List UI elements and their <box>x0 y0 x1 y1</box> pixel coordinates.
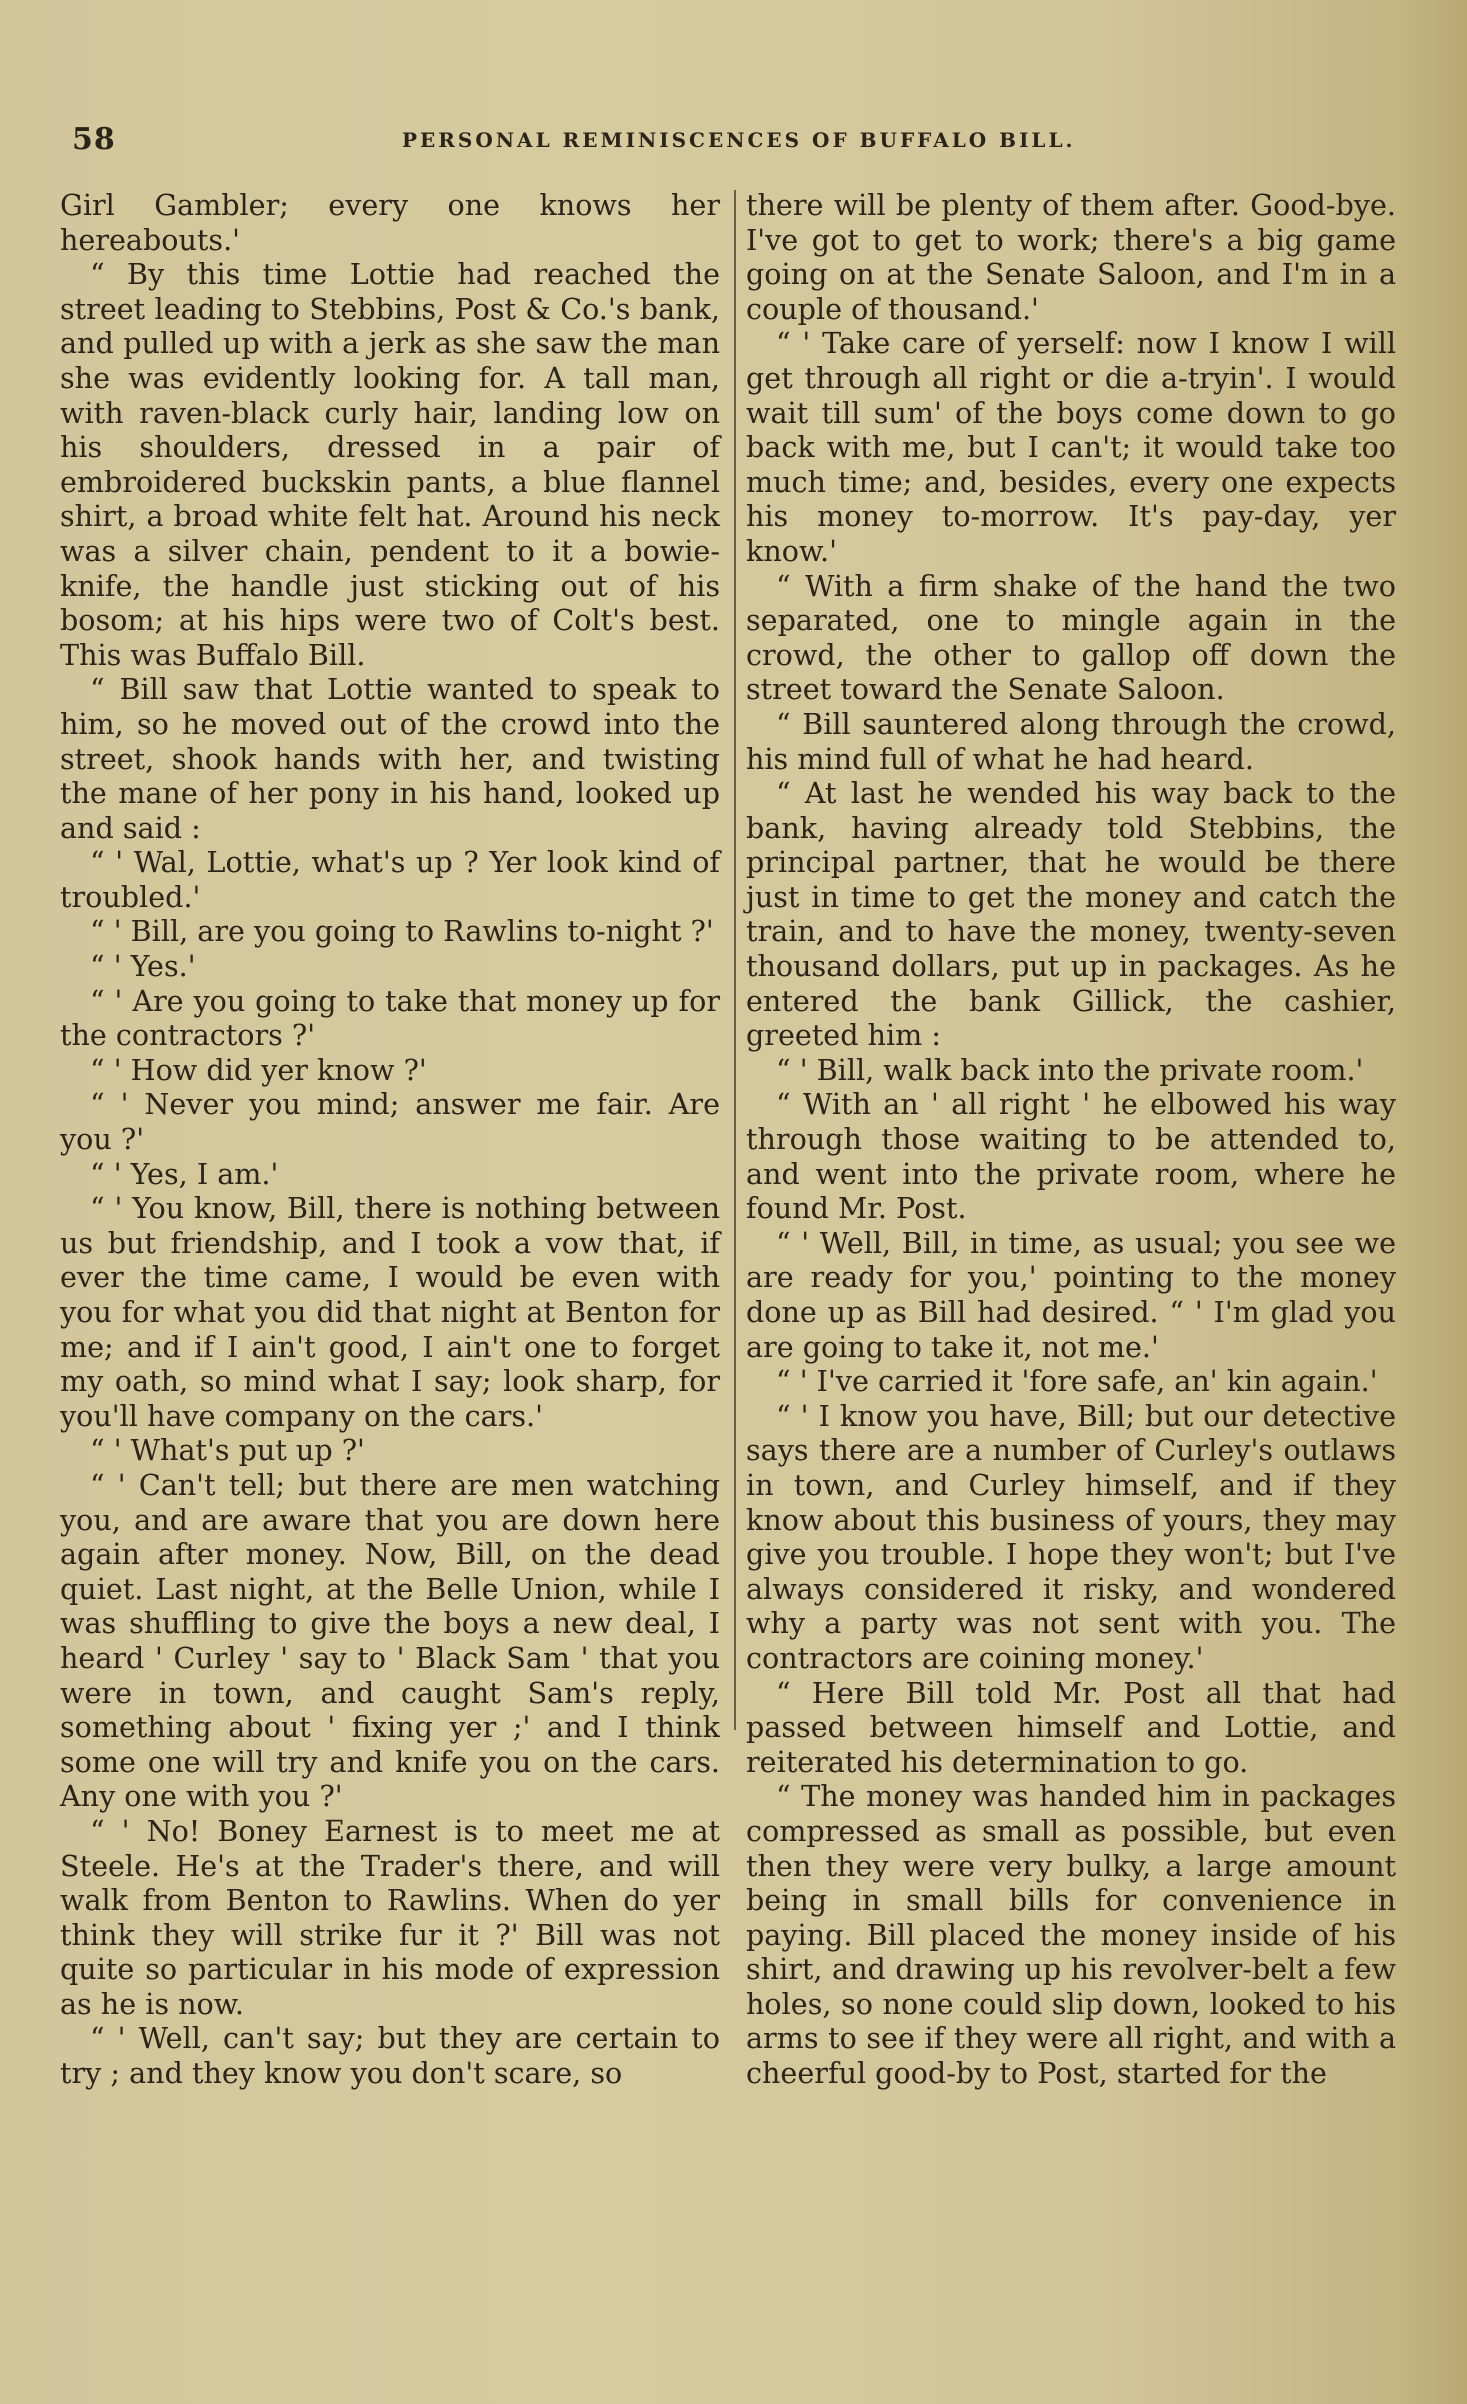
right-column <box>746 188 1396 2091</box>
paragraph: “ ' Yes.' <box>90 949 196 984</box>
paragraph: “ ' Take care of yerself: now I know I will get through all right or die a-tryin'. I would wait till sum' of the boys come down to go back with me, but I can't; it would take too much time; and, besides, every one expects his money to-morrow. It's pay-day, yer know.' <box>746 326 1396 568</box>
paragraph: “ ' Can't tell; but there are men watching you, and are aware that you are down here again after money. Now, Bill, on the dead quiet. Last night, at the Belle Union, while I was shuffling to give the boys a new deal, I heard ' Curley ' say to ' Black Sam ' that you were in town, and caught Sam's reply, something about ' fixing yer ;' and I think some one will try and knife you on the cars. Any one with you ?' <box>60 1467 720 1814</box>
paragraph: “ At last he wended his way back to the bank, having already told Stebbins, the principal partner, that he would be there just in time to get the money and catch the train, and to have the money, twenty-seven thousand dollars, put up in packages. As he entered the bank Gillick, the cashier, greeted him : <box>746 776 1396 1053</box>
page-header <box>72 122 1372 162</box>
paragraph: “ Here Bill told Mr. Post all that had passed between himself and Lottie, and reiterated his determination to go. <box>746 1675 1396 1779</box>
page-number: 58 <box>72 122 116 157</box>
paragraph: “ ' Well, Bill, in time, as usual; you see we are ready for you,' pointing to the money done up as Bill had desired. “ ' I'm glad you are going to take it, not me.' <box>746 1225 1396 1364</box>
paragraph: “ With a firm shake of the hand the two separated, one to mingle again in the crowd, the other to gallop off down the street toward the Senate Saloon. <box>746 568 1396 707</box>
paragraph: “ ' I've carried it 'fore safe, an' kin again.' <box>776 1364 1378 1399</box>
paragraph: “ With an ' all right ' he elbowed his way through those waiting to be attended to, and went into the private room, where he found Mr. Post. <box>746 1087 1396 1226</box>
paragraph: “ ' Bill, walk back into the private room.' <box>776 1052 1364 1087</box>
paragraph: “ ' You know, Bill, there is nothing between us but friendship, and I took a vow that, if ever the time came, I would be even with you for what you did that night at Benton for me; and if I ain't good, I ain't one to forget my oath, so mind what I say; look sharp, for you'll have company on the cars.' <box>60 1191 720 1433</box>
left-column <box>60 188 720 2091</box>
paragraph: “ ' No! Boney Earnest is to meet me at Steele. He's at the Trader's there, and will walk from Benton to Rawlins. When do yer think they will strike fur it ?' Bill was not quite so particular in his mode of expression as he is now. <box>60 1813 720 2021</box>
paragraph: “ ' I know you have, Bill; but our detective says there are a number of Curley's outlaws in town, and Curley himself, and if they know about this business of yours, they may give you trouble. I hope they won't; but I've always considered it risky, and wondered why a party was not sent with you. The contractors are coining money.' <box>746 1398 1396 1675</box>
paragraph: “ ' Are you going to take that money up for the contractors ?' <box>60 983 720 1053</box>
column-rule <box>734 190 736 1730</box>
paragraph: there will be plenty of them after. Good-bye. I've got to get to work; there's a big game going on at the Senate Saloon, and I'm in a couple of thousand.' <box>746 188 1396 326</box>
paragraph: “ ' Bill, are you going to Rawlins to-night ?' <box>90 914 714 949</box>
paragraph: Girl Gambler; every one knows her hereabouts.' <box>60 188 720 257</box>
paragraph: “ By this time Lottie had reached the street leading to Stebbins, Post & Co.'s bank, and pulled up with a jerk as she saw the man she was evidently looking for. A tall man, with raven-black curly hair, landing low on his shoulders, dressed in a pair of embroidered buckskin pants, a blue flannel shirt, a broad white felt hat. Around his neck was a silver chain, pendent to it a bowie-knife, the handle just sticking out of his bosom; at his hips were two of Colt's best. This was Buffalo Bill. <box>60 257 720 672</box>
paragraph: “ Bill sauntered along through the crowd, his mind full of what he had heard. <box>746 706 1396 776</box>
paragraph: “ ' Yes, I am.' <box>90 1156 279 1191</box>
paragraph: “ ' Never you mind; answer me fair. Are you ?' <box>60 1087 720 1157</box>
paragraph: “ ' Wal, Lottie, what's up ? Yer look kind of troubled.' <box>60 845 720 914</box>
paragraph: “ ' How did yer know ?' <box>90 1052 427 1087</box>
paragraph: “ The money was handed him in packages compressed as small as possible, but even then they were very bulky, a large amount being in small bills for convenience in paying. Bill placed the money inside of his shirt, and drawing up his revolver-belt a few holes, so none could slip down, looked to his arms to see if they were all right, and with a cheerful good-by to Post, started for the <box>746 1779 1396 2091</box>
paragraph: “ ' What's put up ?' <box>90 1433 365 1468</box>
paragraph: “ ' Well, can't say; but they are certain to try ; and they know you don't scare, so <box>60 2021 720 2091</box>
running-head: PERSONAL REMINISCENCES OF BUFFALO BILL. <box>402 128 1076 152</box>
paragraph: “ Bill saw that Lottie wanted to speak to him, so he moved out of the crowd into the street, shook hands with her, and twisting the mane of her pony in his hand, looked up and said : <box>60 672 720 845</box>
